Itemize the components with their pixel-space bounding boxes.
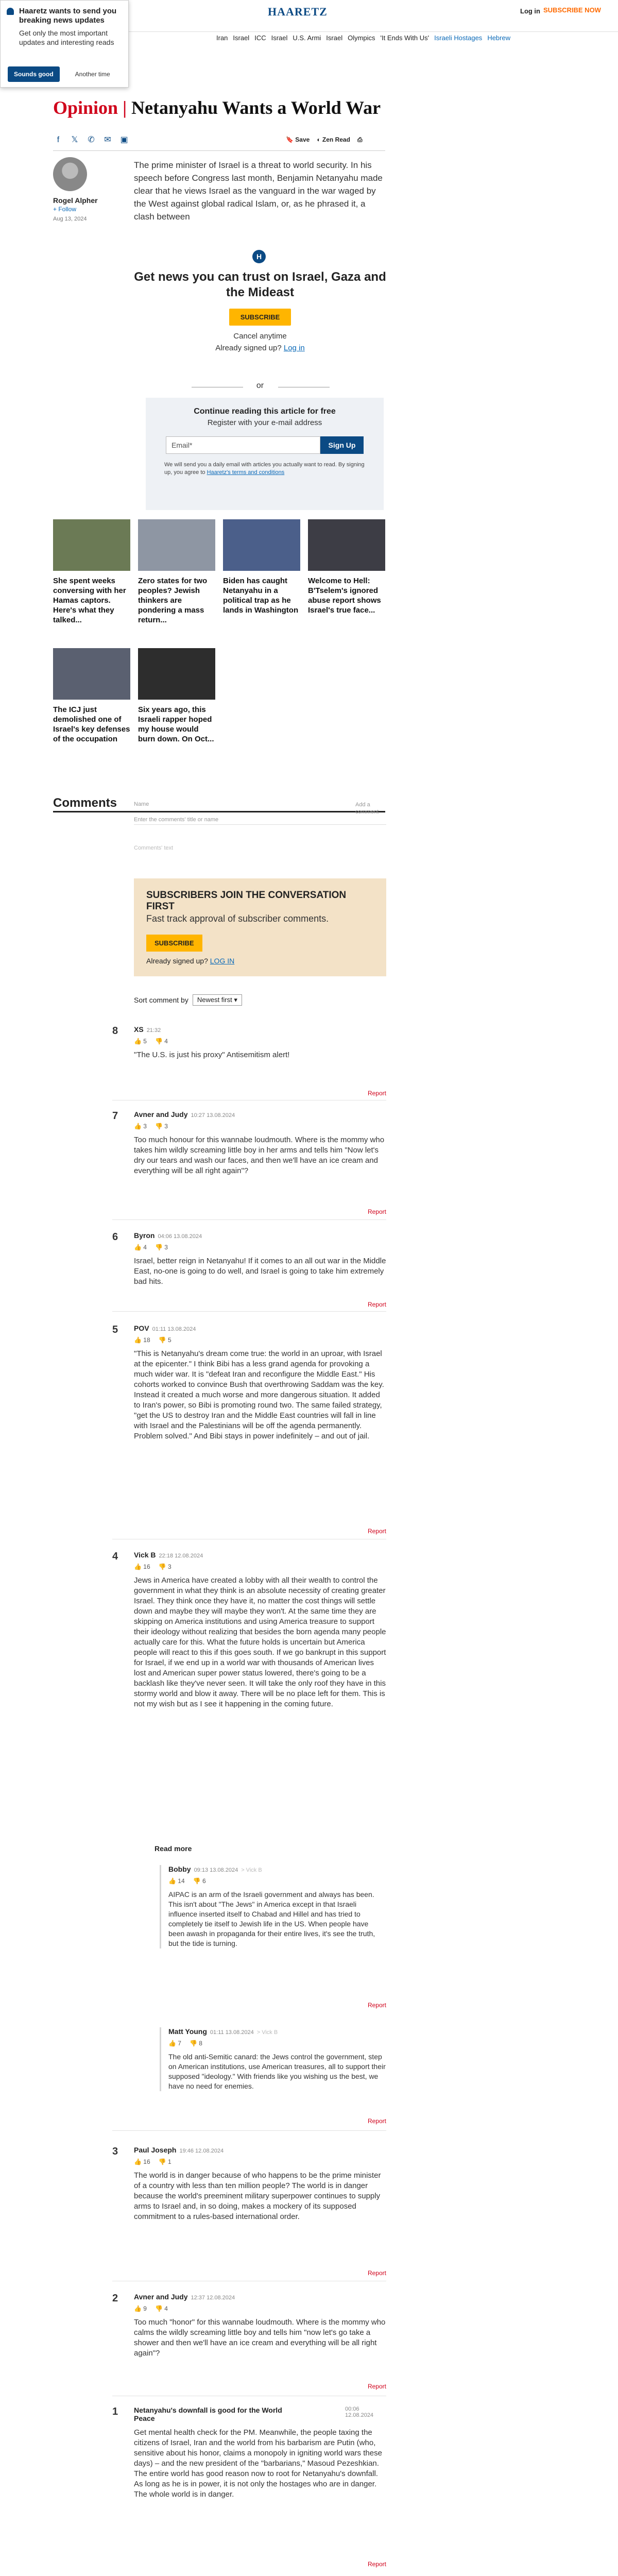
- report-link[interactable]: Report: [367, 1090, 386, 1097]
- nav-item[interactable]: Israeli Hostages: [434, 34, 483, 42]
- comment-body: Too much "honor" for this wannabe loudmouth. Where is the mommy who calms the wildly screaming little boy and tells him "now let's go take a shower and then we'll have an ice cream and everything will be all right again"?: [134, 2318, 386, 2358]
- reply-time: 01:11 13.08.2024: [210, 2029, 254, 2036]
- cancel-anytime: Cancel anytime: [233, 332, 287, 341]
- comment-author: Avner and Judy: [134, 2293, 188, 2301]
- thumbs-down-icon: 👎: [154, 1244, 163, 1251]
- article-tools: [286, 136, 363, 144]
- comment-author: XS: [134, 1025, 144, 1033]
- headphones-icon: ◐: [317, 136, 321, 143]
- subscribe-now-link[interactable]: SUBSCRIBE NOW: [543, 6, 601, 14]
- report-link[interactable]: Report: [367, 2269, 386, 2277]
- related-article-title[interactable]: The ICJ just demolished one of Israel's key defenses of the occupation: [53, 705, 130, 743]
- comment: [112, 1110, 386, 1215]
- comment-number: 7: [112, 1110, 118, 1122]
- thumbs-down-icon: 👎: [154, 1038, 163, 1045]
- comment-author: Byron: [134, 1231, 155, 1240]
- paywall-headline: Get news you can trust on Israel, Gaza and the Mideast: [134, 270, 386, 299]
- upvote-button[interactable]: 👍 18: [134, 1336, 150, 1344]
- comment-body: Jews in America have created a lobby with all their wealth to control the government in what they think is an absolute necessity of creating greater Israel. They think once they have it, no matter the cost things will settle down and maybe they will maybe they won't. At the same time they are skipping on America institutions and using America treasure to support their ideology without realizing that besides the born agenda many people actually care for this. What the future holds is uncertain but America people will react to this if this goes south. If we go bankrupt in this support for Israel, if we end up in a world war with thousands of American lives lost and American super power status lowered, there's going to be a backlash like they've never seen. It will take the only roof they have in this stormy world and blow it away. There will be no place left for them. This is not my wish but as I see it happening in the coming future.: [134, 1576, 386, 1708]
- downvote-button[interactable]: 👎 3: [154, 1123, 168, 1130]
- or-separator: or: [256, 381, 264, 390]
- comment: [112, 2146, 386, 2277]
- comment: [112, 1551, 386, 1709]
- read-more-link[interactable]: Read more: [154, 1844, 192, 1853]
- decline-notifications-button[interactable]: Another time: [75, 71, 110, 78]
- related-article-image[interactable]: [308, 519, 385, 571]
- comment-body: Get mental health check for the PM. Meanwhile, the people taxing the citizens of Israel, Iran and the world from his barbarism are Putin (who, sensitive about his honor, claims a monopoly in igniting world wars these days) – and the new president of the "barbarians," Masoud Pezeshkian. The entire world has good reason now to root for Netanyahu's downfall. As long as he is in power, it is not only the hostages who are in danger. The whole world is in danger.: [134, 2428, 382, 2499]
- upvote-button[interactable]: 👍 3: [134, 1123, 147, 1130]
- comment: [112, 1324, 386, 1535]
- comment-body: "The U.S. is just his proxy" Antisemitism alert!: [134, 1050, 290, 1059]
- thumbs-up-icon: 👍: [134, 2158, 142, 2165]
- promo-subscribe-button[interactable]: SUBSCRIBE: [146, 935, 202, 952]
- paywall-offer: [134, 269, 386, 352]
- follow-author-button[interactable]: + Follow: [53, 206, 77, 213]
- site-logo[interactable]: HAARETZ: [268, 5, 328, 18]
- comment-time: 21:32: [146, 1027, 161, 1033]
- chevron-down-icon: ▾: [234, 996, 237, 1004]
- reply-to: > Vick B: [241, 1867, 262, 1873]
- comment-time: 12:37 12.08.2024: [191, 2295, 235, 2301]
- related-article-title[interactable]: She spent weeks conversing with her Hamas captors. Here's what they talked...: [53, 577, 126, 624]
- downvote-button[interactable]: 👎 5: [158, 1336, 171, 1344]
- sort-comments: [134, 994, 242, 1006]
- downvote-button[interactable]: 👎 3: [158, 1563, 171, 1570]
- related-article-image[interactable]: [53, 519, 130, 571]
- report-link[interactable]: Report: [367, 1528, 386, 1535]
- main-nav: [216, 34, 510, 46]
- thumbs-down-icon: 👎: [158, 2158, 166, 2165]
- paywall-subscribe-button[interactable]: SUBSCRIBE: [229, 309, 291, 326]
- haaretz-h-icon: H: [252, 250, 266, 263]
- upvote-button[interactable]: 👍 4: [134, 1244, 147, 1251]
- comment-body: The world is in danger because of who happens to be the prime minister of a country with less than ten million people? The world is in danger because the world's preeminent military superpower continues to supply arms to Israel and, in so doing, makes a mockery of its supposed commitment to a rules-based international order.: [134, 2171, 381, 2221]
- divider: [53, 150, 385, 151]
- print-icon[interactable]: ⎙: [357, 136, 363, 143]
- comment-time: 10:27 13.08.2024: [191, 1112, 235, 1118]
- email-icon[interactable]: ✉: [104, 135, 111, 144]
- nav-item[interactable]: Olympics: [348, 34, 375, 42]
- upvote-button[interactable]: 👍 16: [134, 2158, 150, 2165]
- registration-fine-print: We will send you a daily email with articles you actually want to read. By signing up, you agree to Haaretz's terms and conditions: [164, 462, 365, 476]
- thumbs-up-icon: 👍: [134, 1563, 142, 1570]
- comment-body: Israel, better reign in Netanyahu! If it comes to an all out war in the Middle East, no-one is going to do well, and Israel is going to take him extremely bad hits.: [134, 1257, 386, 1286]
- comment-body: Too much honour for this wannabe loudmouth. Where is the mommy who takes him wildly screaming little boy in her arms and tells him "Now let's dry our tears and wash our faces, and then we'll have an ice cream and everything will be all right again"?: [134, 1136, 385, 1175]
- report-link[interactable]: Report: [367, 1208, 386, 1215]
- thumbs-up-icon: 👍: [134, 1123, 142, 1130]
- comment-reply: [160, 2027, 386, 2125]
- comment-author: POV: [134, 1324, 149, 1332]
- comment-author: Avner and Judy: [134, 1110, 188, 1118]
- comment-number: 5: [112, 1324, 118, 1335]
- related-article-card[interactable]: [53, 519, 130, 625]
- comment-time: 04:06 13.08.2024: [158, 1233, 202, 1240]
- report-link[interactable]: Report: [367, 2117, 386, 2125]
- nav-item[interactable]: Israel: [326, 34, 343, 42]
- comment-number: 3: [112, 2146, 118, 2157]
- push-notification-prompt: [0, 0, 129, 88]
- thumbs-up-icon: 👍: [168, 2040, 176, 2047]
- registration-box: [146, 398, 384, 510]
- nav-item[interactable]: Israel: [271, 34, 288, 42]
- publish-date: Aug 13, 2024: [53, 216, 87, 222]
- upvote-button[interactable]: 👍 5: [134, 1038, 147, 1045]
- thumbs-up-icon: 👍: [134, 1038, 142, 1045]
- comment: [112, 1025, 386, 1097]
- comment-time: 19:46 12.08.2024: [179, 2148, 224, 2154]
- comment-number: 6: [112, 1231, 118, 1243]
- article-lede: The prime minister of Israel is a threat to world security. In his speech before Congress last month, Benjamin Netanyahu made clear that he views Israel as the vanguard in the war waged by the West against global radical Islam, or, as he phrased it, a clash between: [134, 160, 383, 222]
- section-label[interactable]: Opinion: [53, 97, 118, 118]
- gift-icon[interactable]: ▣: [120, 135, 128, 144]
- nav-item[interactable]: U.S. Armi: [293, 34, 321, 42]
- divider: [112, 1311, 386, 1312]
- author-avatar[interactable]: [53, 157, 87, 191]
- thumbs-up-icon: 👍: [134, 1336, 142, 1344]
- bookmark-icon: 🔖: [286, 136, 294, 143]
- report-link[interactable]: Report: [367, 2002, 386, 2009]
- downvote-button[interactable]: 👎 1: [158, 2158, 171, 2165]
- comment-text-input[interactable]: Comments' text: [134, 845, 174, 851]
- divider: [112, 2130, 386, 2131]
- paywall-login-link[interactable]: Log in: [283, 344, 305, 352]
- related-article-title[interactable]: Biden has caught Netanyahu in a political trap as he lands in Washington: [223, 577, 299, 615]
- comment-author: Vick B: [134, 1551, 156, 1559]
- comment-author: Paul Joseph: [134, 2146, 177, 2154]
- report-link[interactable]: Report: [367, 2383, 386, 2390]
- related-article-image[interactable]: [223, 519, 300, 571]
- comment-time: 01:11 13.08.2024: [152, 1326, 196, 1332]
- related-article-card[interactable]: [308, 519, 385, 615]
- downvote-button[interactable]: 👎 3: [154, 1244, 168, 1251]
- whatsapp-icon[interactable]: ✆: [88, 135, 95, 144]
- author-block: [53, 157, 130, 222]
- nav-item[interactable]: Iran: [216, 34, 228, 42]
- comment-time: 00:06 12.08.2024: [345, 2406, 374, 2418]
- registration-subtitle: Register with your e-mail address: [207, 418, 322, 427]
- related-article-title[interactable]: Welcome to Hell: B'Tselem's ignored abuse report shows Israel's true face...: [308, 577, 381, 615]
- thumbs-down-icon: 👎: [154, 2305, 163, 2312]
- bell-icon: [7, 8, 14, 15]
- comment-body: "This is Netanyahu's dream come true: the world in an uproar, with Israel at the epicenter." I think Bibi has a less grand agenda for provoking a much wider war. It is "defeat Iran and reconfigure the Middle East." His cohorts worked to convince Bush that overthrowing Saddam was the key. Instead it created a much worse and more dangerous situation. It added to Iran's power, so Bibi is promoting round two. The same failed strategy, "get the US to destroy Iran and the Middle East countries will fall in line with Israel and the Palestinians will be off the agenda permanently. Problem solved." And Bibi stays in power indefinitely – and out of jail.: [134, 1349, 384, 1440]
- promo-text: Fast track approval of subscriber comments.: [146, 913, 329, 924]
- related-article-card[interactable]: [138, 519, 215, 625]
- email-field[interactable]: Email*: [166, 436, 320, 454]
- sort-label: Sort comment by: [134, 996, 188, 1004]
- signup-button[interactable]: Sign Up: [320, 436, 364, 454]
- upvote-button[interactable]: 👍 7: [168, 2040, 181, 2047]
- comment-reply: [160, 1865, 386, 2009]
- comment-number: 2: [112, 2293, 118, 2304]
- nav-item[interactable]: Hebrew: [487, 34, 511, 42]
- reply-body: AIPAC is an arm of the Israeli government and always has been. This isn't about "The Jews" in America except in that Israeli influence inserted itself to Chabad and Hillel and has tried to completely tie itself to Jewish life in the US. When people have been awash in propaganda for their entire lives, it's see the truth, but the tide is turning.: [168, 1890, 375, 1947]
- subscriber-comments-promo: [134, 878, 386, 976]
- related-article-image[interactable]: [53, 648, 130, 700]
- divider: [112, 1219, 386, 1220]
- related-article-title[interactable]: Six years ago, this Israeli rapper hoped my house would burn down. On Oct...: [138, 705, 214, 743]
- related-article-card[interactable]: [223, 519, 300, 615]
- downvote-button[interactable]: 👎 8: [189, 2040, 202, 2047]
- reply-time: 09:13 13.08.2024: [194, 1867, 238, 1873]
- upvote-button[interactable]: 👍 16: [134, 1563, 150, 1570]
- downvote-button[interactable]: 👎 6: [193, 1877, 206, 1885]
- divider: [134, 824, 386, 825]
- thumbs-down-icon: 👎: [158, 1563, 166, 1570]
- downvote-button[interactable]: 👎 4: [154, 2305, 168, 2312]
- related-article-image[interactable]: [138, 648, 215, 700]
- comment-number: 4: [112, 1551, 118, 1562]
- thumbs-up-icon: 👍: [134, 2305, 142, 2312]
- reply-body: The old anti-Semitic canard: the Jews control the government, step on American institutions, use American treasures, all to support their supposed "ideology." With friends like you wishing us the best, we have no need for enemies.: [168, 2053, 386, 2090]
- nav-item[interactable]: ICC: [254, 34, 266, 42]
- related-article-card[interactable]: [53, 648, 130, 744]
- divider-row: [134, 2130, 386, 2131]
- comments-title: Comments: [53, 796, 117, 810]
- save-button[interactable]: 🔖 Save: [286, 136, 310, 143]
- comment-number: 8: [112, 1025, 118, 1037]
- thumbs-up-icon: 👍: [168, 1877, 176, 1885]
- related-article-title[interactable]: Zero states for two peoples? Jewish thinkers are pondering a mass return...: [138, 577, 208, 624]
- accept-notifications-button[interactable]: Sounds good: [8, 66, 60, 82]
- author-name[interactable]: Rogel Alpher: [53, 196, 98, 205]
- report-link[interactable]: Report: [367, 2561, 386, 2568]
- nav-item[interactable]: Israel: [233, 34, 250, 42]
- comment-author: Netanyahu's downfall is good for the World Peace: [134, 2406, 282, 2422]
- login-link[interactable]: Log in: [520, 7, 540, 15]
- already-signed-up: Already signed up? Log in: [215, 344, 305, 352]
- terms-link[interactable]: Haaretz's terms and conditions: [207, 469, 285, 476]
- add-comment-button[interactable]: Add a comment: [355, 802, 379, 815]
- facebook-icon[interactable]: f: [57, 135, 60, 144]
- twitter-icon[interactable]: 𝕏: [71, 135, 78, 144]
- reply-author: Matt Young: [168, 2027, 207, 2036]
- upvote-button[interactable]: 👍 9: [134, 2305, 147, 2312]
- registration-title: Continue reading this article for free: [194, 407, 336, 416]
- comment: [112, 1231, 386, 1308]
- thumbs-down-icon: 👎: [193, 1877, 201, 1885]
- notification-desc: Get only the most important updates and interesting reads: [19, 29, 114, 46]
- comment: [112, 2293, 386, 2390]
- share-bar: [53, 135, 129, 145]
- sort-select[interactable]: Newest first ▾: [193, 994, 242, 1006]
- comment-time: 22:18 12.08.2024: [159, 1553, 203, 1559]
- related-article-image[interactable]: [138, 519, 215, 571]
- comment-title-input[interactable]: Enter the comments' title or name: [134, 817, 219, 823]
- reply-to: > Vick B: [256, 2029, 278, 2036]
- thumbs-down-icon: 👎: [189, 2040, 197, 2047]
- related-article-card[interactable]: [138, 648, 215, 744]
- thumbs-down-icon: 👎: [158, 1336, 166, 1344]
- article-headline: Opinion | Netanyahu Wants a World War: [53, 97, 381, 118]
- thumbs-up-icon: 👍: [134, 1244, 142, 1251]
- promo-title: SUBSCRIBERS JOIN THE CONVERSATION FIRST: [146, 890, 347, 912]
- comment: [112, 2406, 386, 2568]
- promo-already: Already signed up? LOG IN: [146, 957, 235, 965]
- notification-title: Haaretz wants to send you breaking news updates: [19, 7, 117, 25]
- reply-author: Bobby: [168, 1865, 191, 1873]
- comment-name-input[interactable]: Name: [134, 801, 149, 807]
- divider: [53, 811, 385, 812]
- thumbs-down-icon: 👎: [154, 1123, 163, 1130]
- comment-number: 1: [112, 2406, 118, 2417]
- zen-read-button[interactable]: ◐ Zen Read: [317, 136, 350, 143]
- report-link[interactable]: Report: [367, 1301, 386, 1308]
- downvote-button[interactable]: 👎 4: [154, 1038, 168, 1045]
- promo-login-link[interactable]: LOG IN: [210, 957, 235, 965]
- nav-item[interactable]: 'It Ends With Us': [380, 34, 430, 42]
- comment-fade: [134, 1814, 386, 1839]
- upvote-button[interactable]: 👍 14: [168, 1877, 185, 1885]
- article-title: Netanyahu Wants a World War: [131, 97, 381, 118]
